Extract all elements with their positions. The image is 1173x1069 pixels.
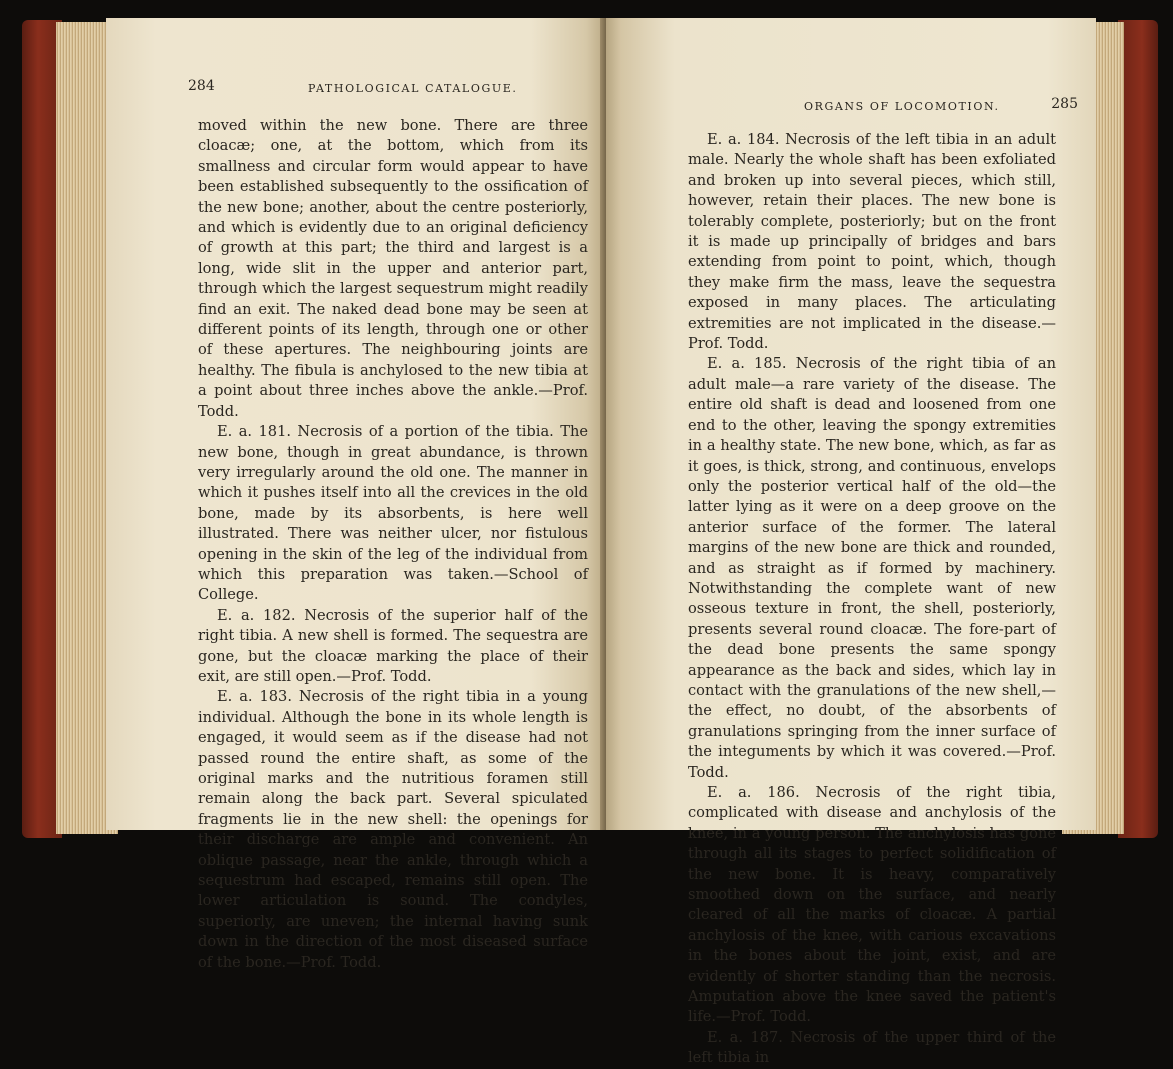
page-number: 285 — [1051, 96, 1078, 112]
right-page — [606, 18, 1096, 1067]
paragraph: E. a. 183. Necrosis of the right tibia in a young individual. Although the bone in its whole length is engaged, it would seem as if the disease had not passed round the entire shaft, as some of the original marks and the nutritious foramen still remain along the back part. Several spiculated fragments lie in the new shell: the openings for their discharge are ample and convenient. An oblique passage, near the ankle, through which a sequestrum had escaped, remains still open. The lower articulation is sound. The condyles, superiorly, are uneven; the internal having sunk down in the direction of the most diseased surface of the bone.—Prof. Todd. — [198, 688, 588, 971]
right-page-header — [688, 96, 1078, 116]
paragraph: E. a. 184. Necrosis of the left tibia in an adult male. Nearly the whole shaft has been exfoliated and broken up into several pieces, which still, however, retain their places. The new bone is tolerably complete, posteriorly; but on the front it is made up principally of bridges and bars extending from point to point, which, though they make firm the mass, leave the sequestra exposed in many places. The articulating extremities are not implicated in the disease.—Prof. Todd. — [688, 131, 1056, 353]
left-page-header — [188, 78, 588, 102]
right-page-body — [688, 130, 1056, 1069]
book-cover-right — [1118, 20, 1158, 838]
left-page — [106, 18, 606, 971]
paragraph: E. a. 187. Necrosis of the upper third of the left tibia in — [688, 1028, 1056, 1067]
running-head: PATHOLOGICAL CATALOGUE. — [308, 82, 518, 95]
paragraph: E. a. 182. Necrosis of the superior half of the right tibia. A new shell is formed. The sequestra are gone, but the cloacæ marking the place of their exit, are still open.—Prof. Todd. — [198, 606, 588, 685]
paragraph: E. a. 181. Necrosis of a portion of the tibia. The new bone, though in great abundance, is thrown very irregularly around the old one. The manner in which it pushes itself into all the crevices in the old bone, made by its absorbents, is here well illustrated. There was neither ulcer, nor fistulous opening in the skin of the leg of the individual from which this preparation was taken.—School of College. — [198, 423, 588, 604]
left-page-body — [198, 116, 588, 973]
page-number: 284 — [188, 78, 215, 94]
paragraph: moved within the new bone. There are three cloacæ; one, at the bottom, which from its smallness and circular form would appear to have been established subsequently to the ossification of the new bone; another, about the centre posteriorly, and which is evidently due to an original deficiency of growth at this part; the third and largest is a long, wide slit in the upper and anterior part, through which the largest sequestrum might readily find an exit. The naked dead bone may be seen at different points of its length, through one or other of these apertures. The neighbouring joints are healthy. The fibula is anchylosed to the new tibia at a point about three inches above the ankle.—Prof. Todd. — [198, 117, 588, 420]
open-book — [22, 8, 1158, 1067]
running-head: ORGANS OF LOCOMOTION. — [804, 100, 1000, 113]
paragraph: E. a. 185. Necrosis of the right tibia of an adult male—a rare variety of the disease. The entire old shaft is dead and loosened from one end to the other, leaving the spongy extremities in a healthy state. The new bone, which, as far as it goes, is thick, strong, and continuous, envelops only the posterior vertical half of the old—the latter lying as it were on a deep groove on the anterior surface of the former. The lateral margins of the new bone are thick and rounded, and as straight as if formed by machinery. Notwithstanding the complete want of new osseous texture in front, the shell, posteriorly, presents several round cloacæ. The fore-part of the dead bone presents the same spongy appearance as the back and sides, which lay in contact with the granulations of the new shell,—the effect, no doubt, of the absorbents of granulations springing from the inner surface of the integuments by which it was covered.—Prof. Todd. — [688, 355, 1056, 781]
paragraph: E. a. 186. Necrosis of the right tibia, complicated with disease and anchylosis of the knee, in a young person. The anchylosis has gone through all its stages to perfect solidification of the new bone. It is heavy, comparatively smoothed down on the surface, and nearly cleared of all the marks of cloacæ. A partial anchylosis of the knee, with carious excavations in the bones about the joint, exist, and are evidently of shorter standing than the necrosis. Amputation above the knee saved the patient's life.—Prof. Todd. — [688, 784, 1056, 1026]
